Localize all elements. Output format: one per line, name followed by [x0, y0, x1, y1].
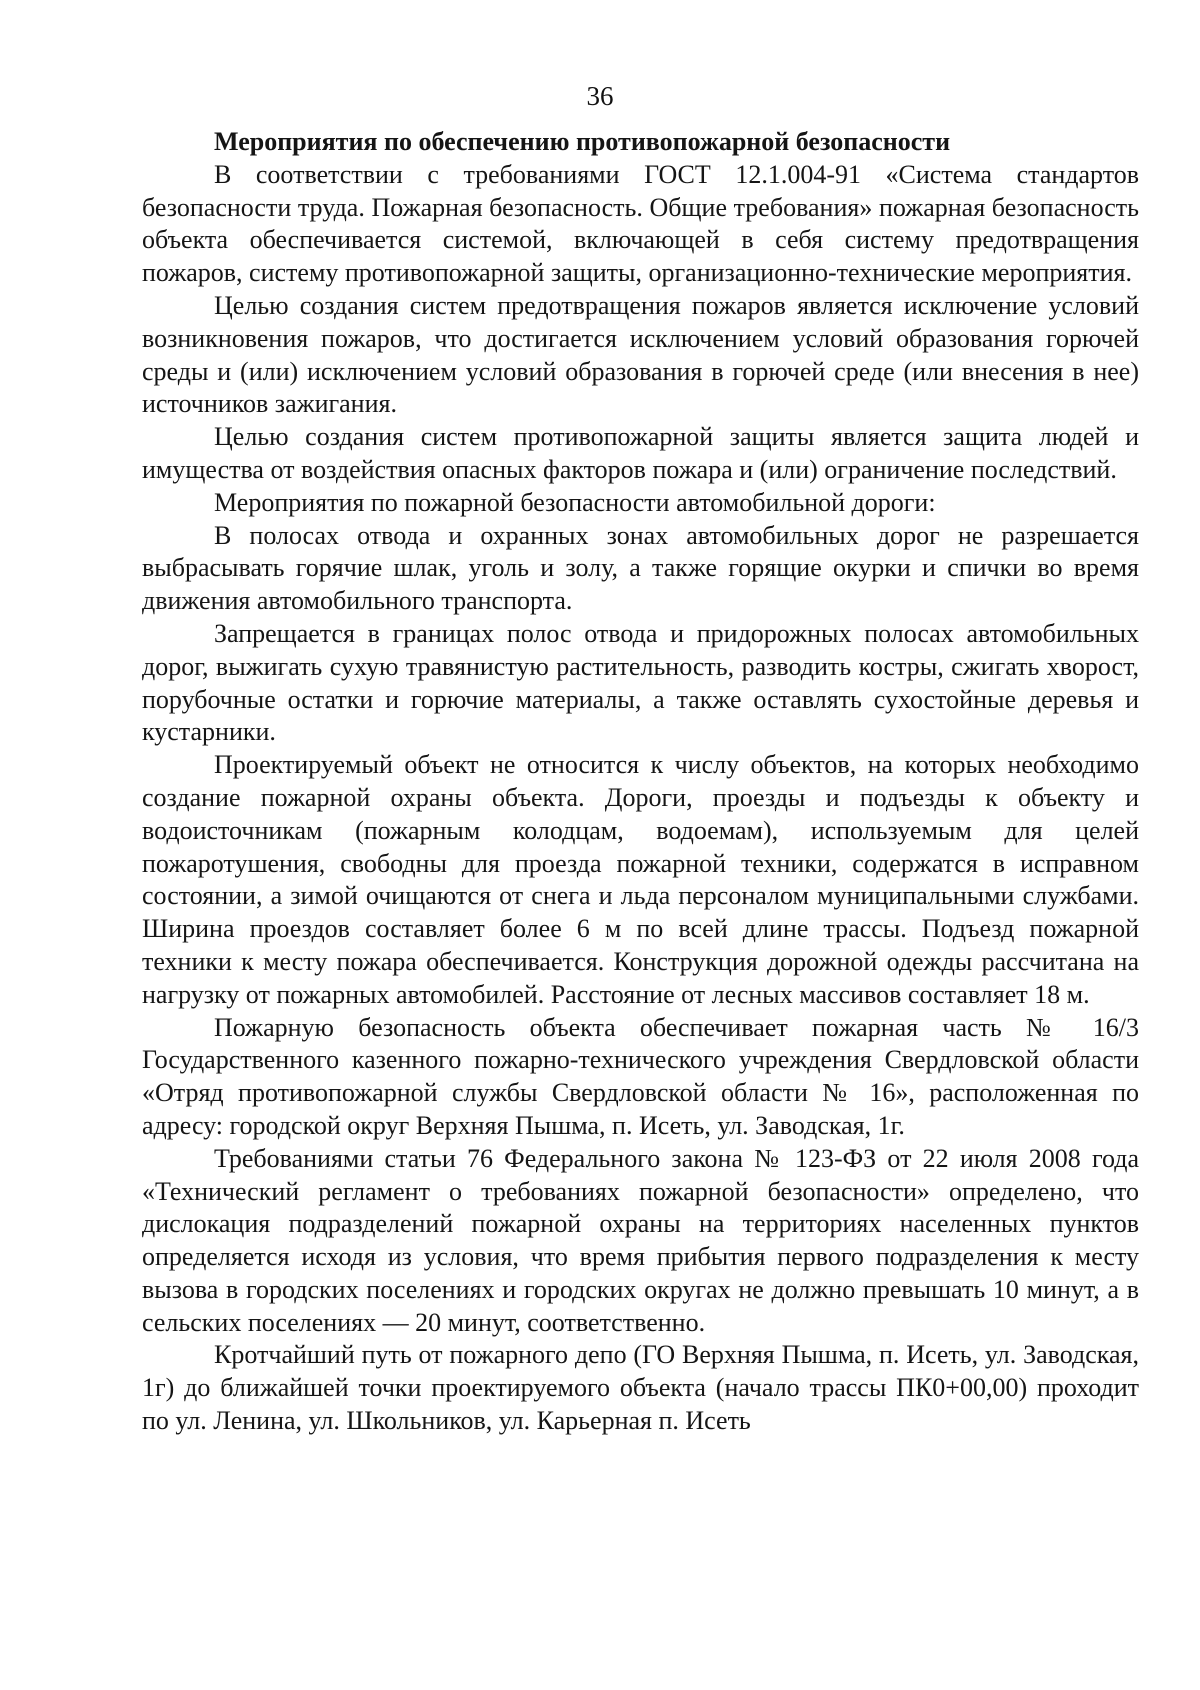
- paragraph-road-measures-intro: Мероприятия по пожарной безопасности автомобильной дороги:: [214, 487, 936, 517]
- paragraph-burning-prohibition: Запрещается в границах полос отвода и придорожных полосах автомобильных дорог, выжигать сухую травянистую растительность, разводить костры, сжигать хворост, порубочные остатки и горючие материалы, а также оставлять сухостойные деревья и кустарники.: [142, 618, 1139, 747]
- paragraph-shortest-route: Кротчайший путь от пожарного депо (ГО Верхняя Пышма, п. Исеть, ул. Заводская, 1г) до ближайшей точки проектируемого объекта (начало трассы ПК0+00,00) проходит по ул. Ленина, ул. Школьников, ул. Карьерная п. Исеть: [142, 1340, 1139, 1436]
- paragraph-federal-law: Требованиями статьи 76 Федерального закона № 123-ФЗ от 22 июля 2008 года «Технический регламент о требованиях пожарной безопасности» определено, что дислокация подразделений пожарной охраны на территориях населенных пунктов определяется исходя из условия, что время прибытия первого подразделения к месту вызова в городских поселениях и городских округах не должно превышать 10 минут, а в сельских поселениях — 20 минут, соответственно.: [142, 1143, 1139, 1337]
- paragraph-fire-station: Пожарную безопасность объекта обеспечивает пожарная часть № 16/3 Государственного казенного пожарно-технического учреждения Свердловской области «Отряд противопожарной службы Свердловской области № 16», расположенная по адресу: городской округ Верхняя Пышма, п. Исеть, ул. Заводская, 1г.: [142, 1012, 1139, 1140]
- paragraph-right-of-way-rules: В полосах отвода и охранных зонах автомобильных дорог не разрешается выбрасывать горячие шлак, уголь и золу, а также горящие окурки и спички во время движения автомобильного транспорта.: [142, 520, 1139, 616]
- paragraph-object-access: Проектируемый объект не относится к числу объектов, на которых необходимо создание пожарной охраны объекта. Дороги, проезды и подъезды к объекту и водоисточникам (пожарным колодцам, водоемам), используемым для целей пожаротушения, свободны для проезда пожарной техники, содержатся в исправном состоянии, а зимой очищаются от снега и льда персоналом муниципальными службами. Ширина проездов составляет более 6 м по всей длине трассы. Подъезд пожарной техники к месту пожара обеспечивается. Конструкция дорожной одежды рассчитана на нагрузку от пожарных автомобилей. Расстояние от лесных массивов составляет 18 м.: [142, 750, 1139, 1009]
- paragraph-gost-requirements: В соответствии с требованиями ГОСТ 12.1.004-91 «Система стандартов безопасности труда. Пожарная безопасность. Общие требования» пожарная безопасность объекта обеспечивается системой, включающей в себя систему предотвращения пожаров, систему противопожарной защиты, организационно-технические мероприятия.: [142, 159, 1139, 288]
- paragraph-fire-protection-goal: Целью создания систем противопожарной защиты является защита людей и имущества от воздействия опасных факторов пожара и (или) ограничение последствий.: [142, 422, 1139, 484]
- document-body: [142, 126, 1139, 1438]
- section-heading: Мероприятия по обеспечению противопожарной безопасности: [214, 127, 951, 156]
- page-number: 36: [586, 81, 614, 111]
- paragraph-fire-prevention-goal: Целью создания систем предотвращения пожаров является исключение условий возникновения пожаров, что достигается исключением условий образования горючей среды и (или) исключением условий образования в горючей среде (или внесения в нее) источников зажигания.: [142, 290, 1139, 419]
